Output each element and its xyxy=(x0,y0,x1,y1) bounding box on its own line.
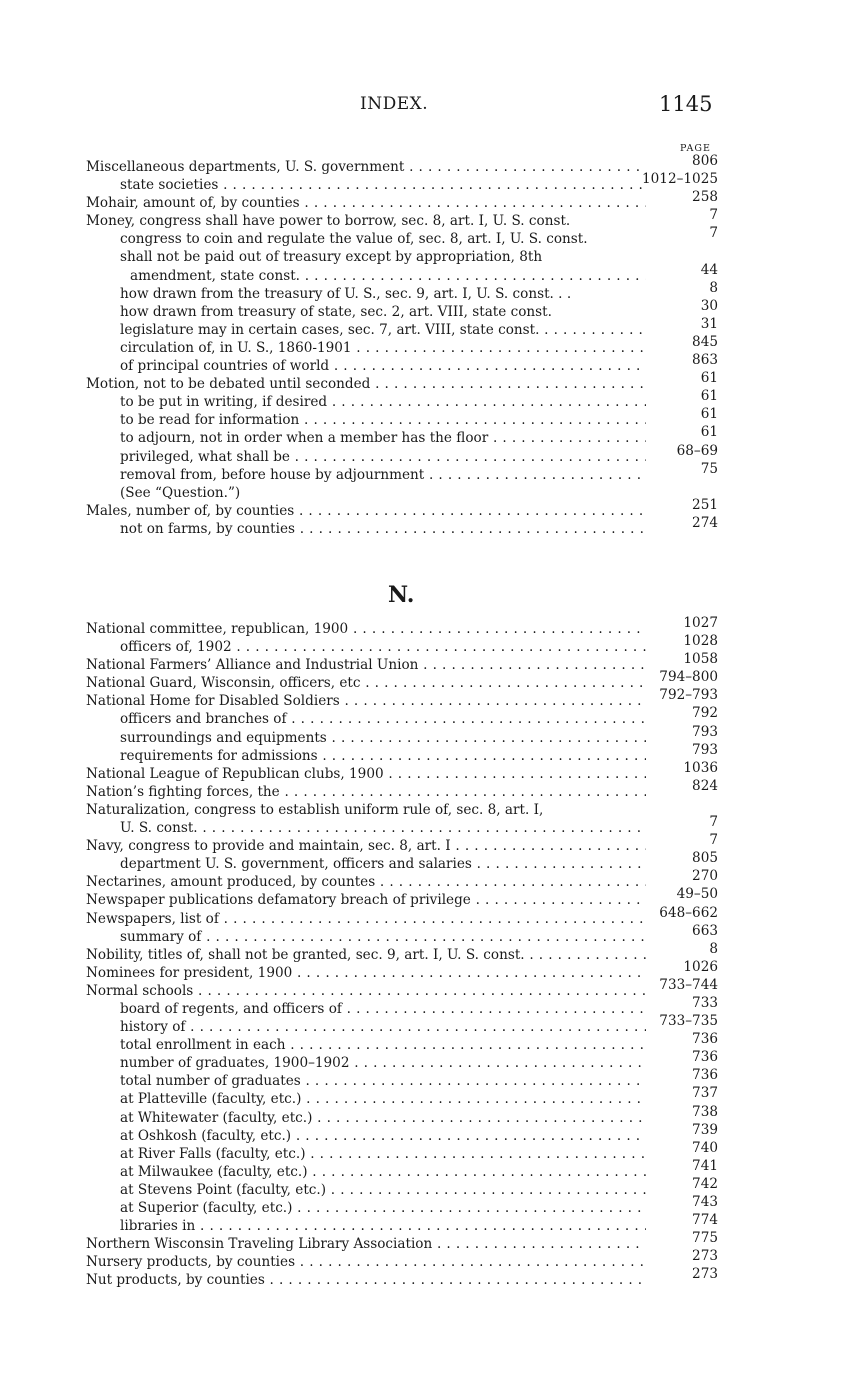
entry-page: 273 xyxy=(692,1248,718,1265)
index-entry xyxy=(86,1230,718,1253)
entry-text: at Stevens Point (faculty, etc.) . . . xyxy=(86,1181,646,1199)
index-entry xyxy=(86,248,718,266)
page-column-label: PAGE xyxy=(680,143,711,154)
entry-page: 792 xyxy=(692,705,718,722)
entry-page: 7 xyxy=(709,207,718,224)
index-entry xyxy=(86,814,718,837)
entry-text: Nobility, titles of, shall not be granted, sec. 9, art. I, U. S. const. . . . xyxy=(86,946,646,964)
index-entry xyxy=(86,153,718,176)
index-entry xyxy=(86,1248,718,1271)
index-entry xyxy=(86,1103,718,1127)
index-entry xyxy=(86,424,718,447)
entry-page: 8 xyxy=(709,940,718,957)
index-entry xyxy=(86,297,718,321)
entry-text: at Whitewater (faculty, etc.) . . . xyxy=(86,1109,646,1127)
entry-text: National Home for Disabled Soldiers . . . xyxy=(86,692,646,710)
entry-page: 7 xyxy=(709,814,718,831)
entry-page: 1026 xyxy=(683,958,718,975)
entry-page: 738 xyxy=(692,1103,718,1120)
index-entry xyxy=(86,832,718,855)
entry-text: not on farms, by counties . . . xyxy=(86,520,646,538)
index-entry xyxy=(86,388,718,411)
index-entry xyxy=(86,1121,718,1145)
index-entry xyxy=(86,994,718,1018)
entry-page: 61 xyxy=(700,370,718,387)
index-entry xyxy=(86,484,718,502)
entry-text: Nursery products, by counties . . . xyxy=(86,1253,646,1271)
entry-text: at Milwaukee (faculty, etc.) . . . xyxy=(86,1163,646,1181)
section-m-entries xyxy=(86,153,718,538)
index-entry xyxy=(86,460,718,484)
entry-page: 794–800 xyxy=(659,669,718,686)
entry-text: amendment, state const. . . . xyxy=(86,267,646,285)
entry-page: 736 xyxy=(692,1031,718,1048)
entry-text: to be read for information . . . xyxy=(86,411,646,429)
entry-text: National Farmers’ Alliance and Industrial Union . . . xyxy=(86,656,646,674)
index-entry xyxy=(86,1031,718,1054)
entry-page: 7 xyxy=(709,832,718,849)
entry-page: 30 xyxy=(700,297,718,314)
entry-page: 845 xyxy=(692,333,718,350)
entry-text: removal from, before house by adjournment . . . xyxy=(86,466,646,484)
index-entry xyxy=(86,868,718,891)
entry-page: 1027 xyxy=(683,615,718,631)
entry-page: 733–735 xyxy=(659,1013,718,1030)
entry-text: Money, congress shall have power to borrow, sec. 8, art. I, U. S. const. xyxy=(86,213,571,230)
entry-text: libraries in . . . xyxy=(86,1217,646,1235)
entry-text: Males, number of, by counties . . . xyxy=(86,502,646,520)
entry-text: Nation’s fighting forces, the . . . xyxy=(86,783,646,801)
section-n-entries xyxy=(86,615,718,1289)
index-entry xyxy=(86,279,718,303)
index-entry xyxy=(86,615,718,638)
entry-text: Naturalization, congress to establish uniform rule of, sec. 8, art. I, xyxy=(86,801,544,818)
entry-page: 8 xyxy=(709,279,718,296)
entry-text: Normal schools . . . xyxy=(86,982,646,1000)
index-entry xyxy=(86,442,718,466)
entry-page: 792–793 xyxy=(659,687,718,704)
entry-text: Newspaper publications defamatory breach of privilege . . . xyxy=(86,891,646,909)
entry-page: 733 xyxy=(692,994,718,1011)
index-entry xyxy=(86,705,718,728)
index-entry xyxy=(86,406,718,429)
entry-page: 736 xyxy=(692,1067,718,1084)
entry-page: 742 xyxy=(692,1175,718,1192)
entry-text: at Oshkosh (faculty, etc.) . . . xyxy=(86,1127,646,1145)
index-entry xyxy=(86,514,718,538)
entry-text: officers of, 1902 . . . xyxy=(86,638,646,656)
entry-page: 737 xyxy=(692,1085,718,1102)
index-entry xyxy=(86,741,718,765)
index-entry xyxy=(86,1013,718,1036)
index-entry xyxy=(86,723,718,747)
entry-page: 733–744 xyxy=(659,976,718,993)
entry-page: 61 xyxy=(700,424,718,441)
index-entry xyxy=(86,1067,718,1090)
entry-text: requirements for admissions . . . xyxy=(86,747,646,765)
entry-text: Nut products, by counties . . . xyxy=(86,1271,646,1289)
entry-page: 258 xyxy=(692,189,718,206)
index-entry xyxy=(86,886,718,909)
entry-page: 741 xyxy=(692,1157,718,1174)
running-head-title: INDEX. xyxy=(360,94,429,114)
index-entry xyxy=(86,1139,718,1163)
entry-page: 774 xyxy=(692,1212,718,1229)
entry-text: National League of Republican clubs, 1900 . . . xyxy=(86,765,646,783)
entry-text: at River Falls (faculty, etc.) . . . xyxy=(86,1145,646,1163)
entry-text: state societies . . . xyxy=(86,176,646,194)
entry-text: Motion, not to be debated until seconded . . . xyxy=(86,375,646,393)
entry-page: 863 xyxy=(692,352,718,369)
entry-text: history of . . . xyxy=(86,1018,646,1036)
entry-text: Nominees for president, 1900 . . . xyxy=(86,964,646,982)
section-letter-n: N. xyxy=(388,582,415,608)
entry-page: 824 xyxy=(692,777,718,794)
index-entry xyxy=(86,1266,718,1289)
entry-page: 648–662 xyxy=(659,904,718,921)
entry-page: 273 xyxy=(692,1266,718,1283)
index-entry xyxy=(86,261,718,285)
entry-page: 736 xyxy=(692,1049,718,1066)
index-entry xyxy=(86,370,718,393)
index-entry xyxy=(86,171,718,194)
entry-text: legislature may in certain cases, sec. 7, art. VIII, state const. . . . xyxy=(86,321,646,339)
entry-page: 68–69 xyxy=(676,442,718,459)
index-entry xyxy=(86,940,718,964)
entry-text: Nectarines, amount produced, by countes . . . xyxy=(86,873,646,891)
entry-text: National committee, republican, 1900 . . . xyxy=(86,620,646,638)
index-entry xyxy=(86,333,718,357)
entry-text: Newspapers, list of . . . xyxy=(86,910,646,928)
entry-text: how drawn from the treasury of U. S., sec. 9, art. I, U. S. const. . . xyxy=(120,285,572,302)
index-entry xyxy=(86,801,718,819)
entry-text: how drawn from treasury of state, sec. 2, art. VIII, state const. xyxy=(120,303,552,320)
entry-page: 274 xyxy=(692,514,718,531)
index-entry xyxy=(86,496,718,520)
index-entry xyxy=(86,777,718,801)
index-entry xyxy=(86,651,718,674)
entry-page: 663 xyxy=(692,922,718,939)
entry-text: of principal countries of world . . . xyxy=(86,357,646,375)
index-entry xyxy=(86,904,718,928)
entry-page: 49–50 xyxy=(676,886,718,903)
entry-page: 270 xyxy=(692,868,718,885)
index-entry xyxy=(86,850,718,873)
entry-page: 806 xyxy=(692,153,718,169)
entry-page: 61 xyxy=(700,388,718,405)
entry-text: number of graduates, 1900–1902 . . . xyxy=(86,1054,646,1072)
entry-page: 61 xyxy=(700,406,718,423)
entry-text: Mohair, amount of, by counties . . . xyxy=(86,194,646,212)
page-number: 1145 xyxy=(659,92,713,116)
index-entry xyxy=(86,1085,718,1108)
entry-page: 1058 xyxy=(683,651,718,668)
entry-text: Northern Wisconsin Traveling Library Association . . . xyxy=(86,1235,646,1253)
index-entry xyxy=(86,1049,718,1072)
entry-text: summary of . . . xyxy=(86,928,646,946)
entry-text: to adjourn, not in order when a member has the floor . . . xyxy=(86,429,646,447)
entry-page: 251 xyxy=(692,496,718,513)
entry-text: board of regents, and officers of . . . xyxy=(86,1000,646,1018)
entry-text: to be put in writing, if desired . . . xyxy=(86,393,646,411)
index-entry xyxy=(86,189,718,212)
entry-page: 743 xyxy=(692,1194,718,1210)
entry-text: at Platteville (faculty, etc.) . . . xyxy=(86,1090,646,1108)
entry-text: Miscellaneous departments, U. S. government . . . xyxy=(86,158,646,176)
entry-text: privileged, what shall be . . . xyxy=(86,448,646,466)
index-entry xyxy=(86,958,718,982)
entry-text: U. S. const. . . . xyxy=(86,819,646,837)
entry-page: 775 xyxy=(692,1230,718,1247)
entry-text: surroundings and equipments . . . xyxy=(86,729,646,747)
entry-page: 1012–1025 xyxy=(642,171,718,188)
index-entry xyxy=(86,687,718,710)
entry-page: 75 xyxy=(700,460,718,477)
entry-page: 793 xyxy=(692,741,718,758)
index-entry xyxy=(86,633,718,656)
index-entry xyxy=(86,1175,718,1199)
entry-page: 805 xyxy=(692,850,718,867)
index-entry xyxy=(86,922,718,946)
entry-text: total enrollment in each . . . xyxy=(86,1036,646,1054)
entry-text: (See “Question.”) xyxy=(120,484,241,501)
entry-text: shall not be paid out of treasury except by appropriation, 8th xyxy=(120,249,543,266)
index-entry xyxy=(86,207,718,230)
entry-text: department U. S. government, officers and salaries . . . xyxy=(86,855,646,873)
index-entry xyxy=(86,1157,718,1181)
entry-page: 31 xyxy=(700,315,718,332)
entry-page: 1028 xyxy=(683,633,718,650)
index-entry xyxy=(86,315,718,339)
entry-text: circulation of, in U. S., 1860-1901 . . . xyxy=(86,339,646,357)
index-entry xyxy=(86,669,718,692)
entry-page: 740 xyxy=(692,1139,718,1156)
index-entry xyxy=(86,976,718,1000)
entry-text: Navy, congress to provide and maintain, sec. 8, art. I . . . xyxy=(86,837,646,855)
entry-text: National Guard, Wisconsin, officers, etc . . . xyxy=(86,674,646,692)
index-entry xyxy=(86,1212,718,1235)
entry-text: officers and branches of . . . xyxy=(86,710,646,728)
entry-text: congress to coin and regulate the value of, sec. 8, art. I, U. S. const. xyxy=(120,231,588,248)
entry-page: 1036 xyxy=(683,759,718,776)
index-entry xyxy=(86,759,718,783)
entry-text: total number of graduates . . . xyxy=(86,1072,646,1090)
entry-page: 739 xyxy=(692,1121,718,1138)
index-entry xyxy=(86,1194,718,1217)
index-entry xyxy=(86,225,718,248)
entry-page: 44 xyxy=(700,261,718,278)
index-entry xyxy=(86,352,718,375)
entry-text: at Superior (faculty, etc.) . . . xyxy=(86,1199,646,1217)
entry-page: 7 xyxy=(709,225,718,242)
entry-page: 793 xyxy=(692,723,718,740)
